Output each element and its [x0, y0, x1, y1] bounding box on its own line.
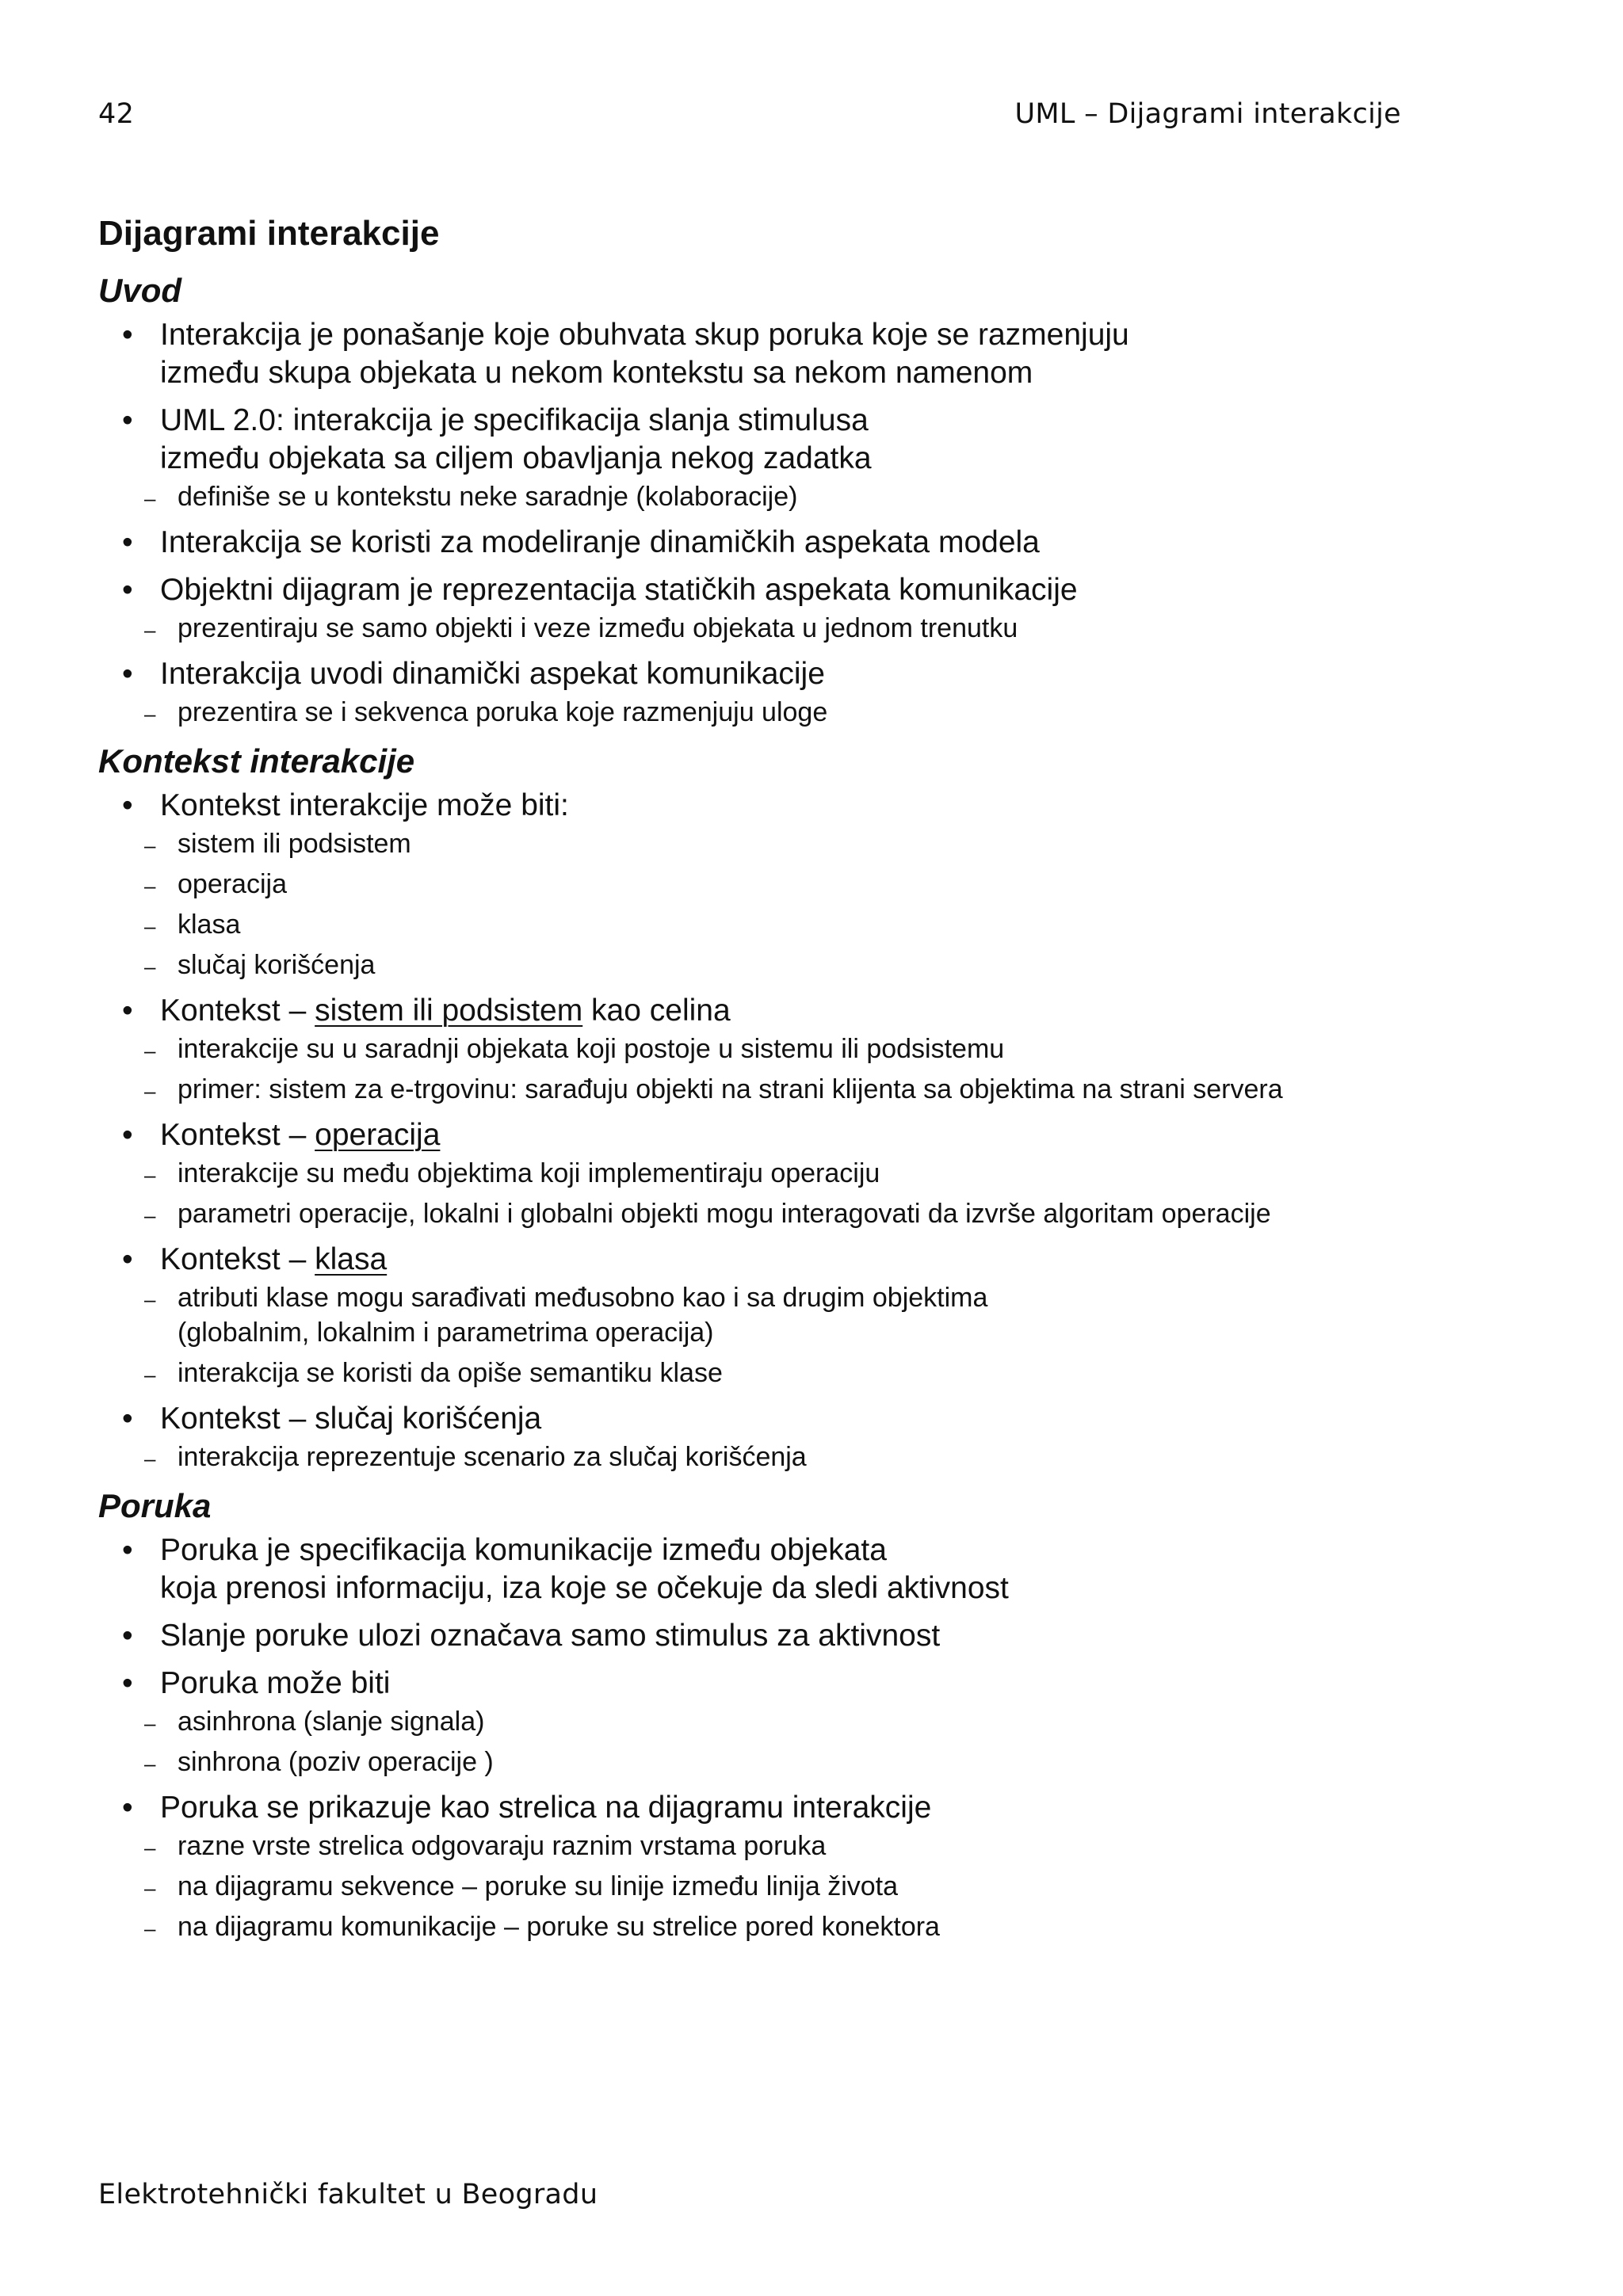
list-item-text: između objekata sa ciljem obavljanja nekog zadatka — [160, 441, 872, 475]
dash-icon: – — [144, 1752, 156, 1775]
list-item — [98, 1531, 1445, 1608]
list-item-text: kao celina — [582, 994, 731, 1028]
sub-list-item — [98, 1745, 1445, 1779]
list-item-text: Poruka je specifikacija komunikacije između objekata — [160, 1533, 887, 1567]
bullet-icon: • — [122, 1533, 133, 1567]
bullet-icon: • — [122, 525, 133, 559]
bullet-icon: • — [122, 788, 133, 822]
section-heading-kontekst: Kontekst interakcije — [98, 742, 415, 780]
sub-list-item-text: asinhrona (slanje signala) — [178, 1707, 485, 1737]
sub-list-item — [98, 1356, 1445, 1390]
sub-list-item — [98, 479, 1445, 514]
dash-icon: – — [144, 1287, 156, 1311]
sub-list — [98, 611, 1445, 646]
sub-list — [98, 1829, 1445, 1944]
sub-list — [98, 1280, 1445, 1390]
dash-icon: – — [144, 1203, 156, 1227]
list-item — [98, 992, 1445, 1107]
kontekst-list — [98, 787, 1445, 1474]
sub-list-item — [98, 1829, 1445, 1863]
running-title: UML – Dijagrami interakcije — [1014, 98, 1401, 130]
bullet-icon: • — [122, 1619, 133, 1653]
bullet-icon: • — [122, 1791, 133, 1825]
sub-list — [98, 1440, 1445, 1474]
bullet-icon: • — [122, 318, 133, 352]
sub-list-item-text: interakcije su u saradnji objekata koji postoje u sistemu ili podsistemu — [178, 1034, 1005, 1064]
dash-icon: – — [144, 1079, 156, 1103]
sub-list-item-text: definiše se u kontekstu neke saradnje (kolaboracije) — [178, 482, 798, 512]
bullet-icon: • — [122, 403, 133, 437]
sub-list-item-text: prezentiraju se samo objekti i veze između objekata u jednom trenutku — [178, 613, 1018, 643]
bullet-icon: • — [122, 573, 133, 607]
sub-list — [98, 1156, 1445, 1231]
dash-icon: – — [144, 1836, 156, 1859]
dash-icon: – — [144, 833, 156, 857]
sub-list-item — [98, 695, 1445, 730]
sub-list-item-text: interakcije su među objektima koji implementiraju operaciju — [178, 1158, 880, 1188]
dash-icon: – — [144, 1363, 156, 1386]
list-item-text: Kontekst – — [160, 1242, 315, 1276]
sub-list-item-text: primer: sistem za e-trgovinu: sarađuju objekti na strani klijenta sa objektima na strani servera — [178, 1074, 1283, 1104]
sub-list-item — [98, 1909, 1445, 1944]
list-item-text: Objektni dijagram je reprezentacija statičkih aspekata komunikacije — [160, 573, 1078, 607]
sub-list-item-text: na dijagramu komunikacije – poruke su strelice pored konektora — [178, 1912, 940, 1942]
sub-list-item-text: slučaj korišćenja — [178, 950, 376, 980]
sub-list-item — [98, 1072, 1445, 1107]
sub-list-item-text: interakcija reprezentuje scenario za slučaj korišćenja — [178, 1442, 807, 1472]
dash-icon: – — [144, 1039, 156, 1062]
list-item-text: Poruka može biti — [160, 1666, 391, 1700]
sub-list-item-text: razne vrste strelica odgovaraju raznim vrstama poruka — [178, 1831, 827, 1861]
dash-icon: – — [144, 914, 156, 938]
sub-list — [98, 826, 1445, 982]
dash-icon: – — [144, 874, 156, 898]
list-item-text: Kontekst – — [160, 1118, 315, 1152]
sub-list-item — [98, 1280, 1445, 1350]
sub-list-item — [98, 1704, 1445, 1739]
list-item-text: Interakcija je ponašanje koje obuhvata skup poruka koje se razmenjuju — [160, 318, 1129, 352]
dash-icon: – — [144, 1876, 156, 1900]
list-item-text: UML 2.0: interakcija je specifikacija slanja stimulusa — [160, 403, 869, 437]
bullet-icon: • — [122, 1118, 133, 1152]
dash-icon: – — [144, 955, 156, 978]
uvod-list — [98, 316, 1445, 730]
bullet-icon: • — [122, 994, 133, 1028]
list-item-text: koja prenosi informaciju, iza koje se očekuje da sledi aktivnost — [160, 1571, 1009, 1605]
list-item — [98, 1241, 1445, 1390]
list-item — [98, 1789, 1445, 1944]
section-heading-uvod: Uvod — [98, 272, 181, 309]
page-title: Dijagrami interakcije — [98, 214, 440, 253]
sub-list-item — [98, 1156, 1445, 1191]
dash-icon: – — [144, 618, 156, 642]
page-footer: Elektrotehnički fakultet u Beogradu — [98, 2179, 598, 2210]
list-item — [98, 524, 1445, 562]
sub-list-item — [98, 1440, 1445, 1474]
list-item-text: između skupa objekata u nekom kontekstu sa nekom namenom — [160, 356, 1033, 390]
poruka-list — [98, 1531, 1445, 1944]
dash-icon: – — [144, 702, 156, 726]
sub-list — [98, 479, 1445, 514]
sub-list-item-text: klasa — [178, 910, 241, 940]
sub-list-item — [98, 826, 1445, 861]
section-heading-poruka: Poruka — [98, 1487, 212, 1524]
list-item — [98, 1400, 1445, 1474]
page-content — [98, 210, 1445, 1954]
sub-list-item-text: sistem ili podsistem — [178, 829, 411, 859]
list-item — [98, 787, 1445, 982]
sub-list-item-text: atributi klase mogu sarađivati međusobno kao i sa drugim objektima — [178, 1283, 988, 1313]
sub-list-item-text: na dijagramu sekvence – poruke su linije između linija života — [178, 1871, 899, 1901]
bullet-icon: • — [122, 1242, 133, 1276]
dash-icon: – — [144, 1711, 156, 1735]
list-item-text: Slanje poruke ulozi označava samo stimulus za aktivnost — [160, 1619, 941, 1653]
sub-list-item-text: interakcija se koristi da opiše semantiku klase — [178, 1358, 723, 1388]
sub-list-item-text: prezentira se i sekvenca poruka koje razmenjuju uloge — [178, 697, 828, 727]
list-item-text: Kontekst interakcije može biti: — [160, 788, 569, 822]
list-item — [98, 402, 1445, 514]
sub-list-item — [98, 1196, 1445, 1231]
underlined-term: klasa — [315, 1242, 388, 1276]
bullet-icon: • — [122, 1666, 133, 1700]
sub-list-item-text: operacija — [178, 869, 287, 899]
list-item — [98, 316, 1445, 392]
list-item-text: Interakcija se koristi za modeliranje dinamičkih aspekata modela — [160, 525, 1040, 559]
dash-icon: – — [144, 1917, 156, 1940]
sub-list-item-text: parametri operacije, lokalni i globalni objekti mogu interagovati da izvrše algoritam operacije — [178, 1199, 1271, 1229]
list-item — [98, 1617, 1445, 1655]
sub-list-item — [98, 867, 1445, 902]
underlined-term: sistem ili podsistem — [315, 994, 583, 1028]
list-item — [98, 1665, 1445, 1779]
bullet-icon: • — [122, 657, 133, 691]
sub-list — [98, 695, 1445, 730]
sub-list-item — [98, 907, 1445, 942]
sub-list — [98, 1032, 1445, 1107]
sub-list-item — [98, 1032, 1445, 1066]
sub-list-item — [98, 611, 1445, 646]
sub-list-item — [98, 948, 1445, 982]
page-number: 42 — [98, 98, 135, 130]
list-item — [98, 1116, 1445, 1231]
list-item — [98, 655, 1445, 730]
dash-icon: – — [144, 486, 156, 510]
list-item-text: Poruka se prikazuje kao strelica na dijagramu interakcije — [160, 1791, 932, 1825]
list-item-text: Kontekst – — [160, 994, 315, 1028]
bullet-icon: • — [122, 1402, 133, 1436]
sub-list — [98, 1704, 1445, 1779]
sub-list-item-text: sinhrona (poziv operacije ) — [178, 1747, 494, 1777]
list-item-text: Interakcija uvodi dinamički aspekat komunikacije — [160, 657, 825, 691]
list-item — [98, 571, 1445, 646]
dash-icon: – — [144, 1163, 156, 1187]
dash-icon: – — [144, 1447, 156, 1470]
list-item-text: Kontekst – slučaj korišćenja — [160, 1402, 542, 1436]
sub-list-item — [98, 1869, 1445, 1904]
sub-list-item-text: (globalnim, lokalnim i parametrima operacija) — [178, 1318, 714, 1348]
underlined-term: operacija — [315, 1118, 441, 1152]
